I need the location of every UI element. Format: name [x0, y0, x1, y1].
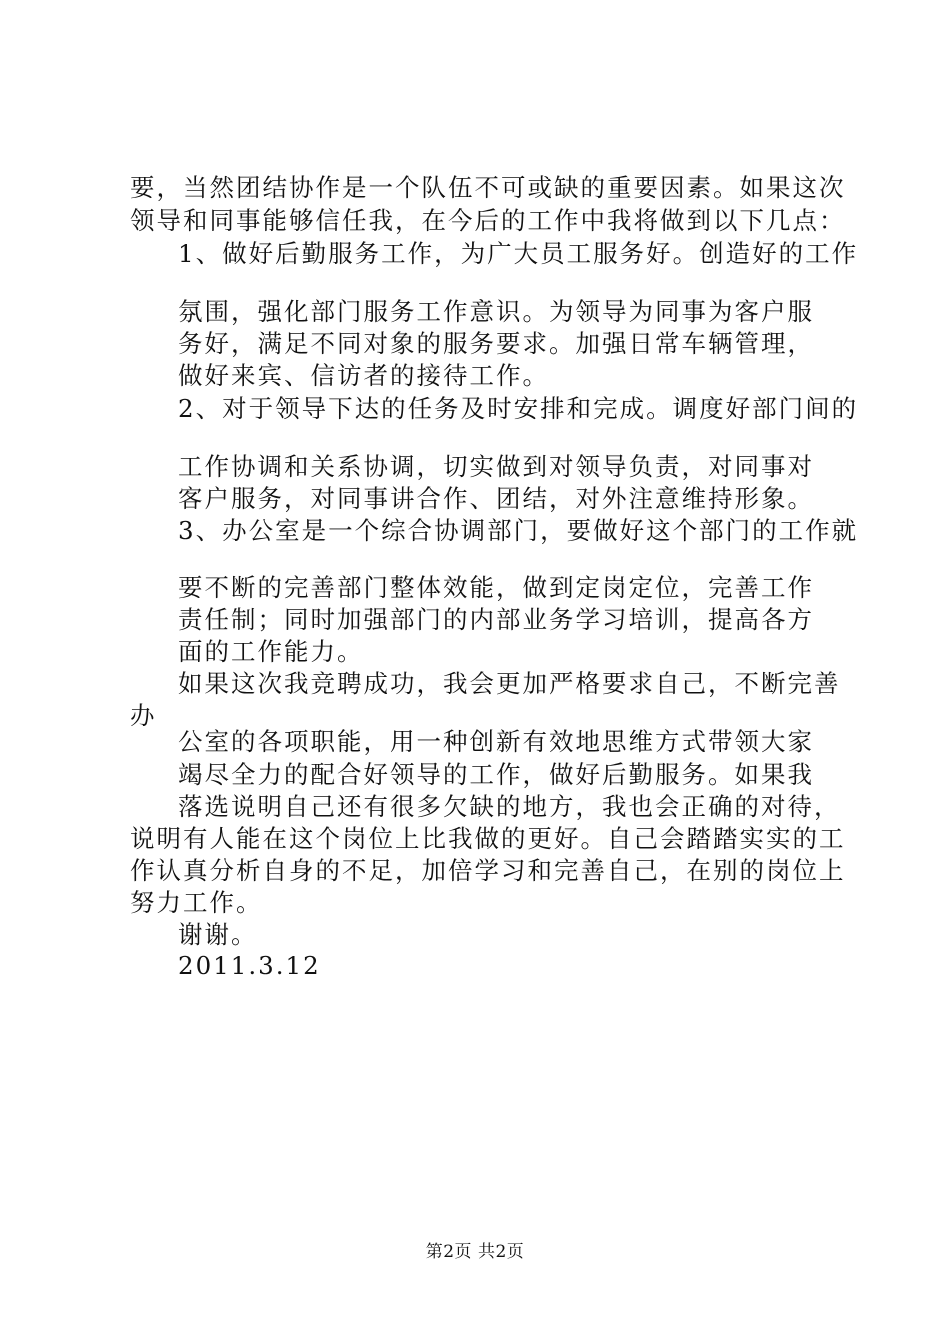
text-line: 公室的各项职能，用一种创新有效地思维方式带领大家	[178, 727, 814, 756]
text-line: 3、办公室是一个综合协调部门，要做好这个部门的工作就	[178, 516, 859, 545]
text-line: 办	[130, 701, 157, 730]
text-line: 努力工作。	[130, 888, 263, 917]
text-line: 要，当然团结协作是一个队伍不可或缺的重要因素。如果这次	[130, 173, 846, 202]
text-line: 面的工作能力。	[178, 637, 364, 666]
text-line: 如果这次我竞聘成功，我会更加严格要求自己，不断完善	[178, 669, 841, 698]
text-line: 做好来宾、信访者的接待工作。	[178, 361, 549, 390]
text-line: 责任制；同时加强部门的内部业务学习培训，提高各方	[178, 605, 814, 634]
text-line: 说明有人能在这个岗位上比我做的更好。自己会踏踏实实的工	[130, 824, 846, 853]
text-line: 务好，满足不同对象的服务要求。加强日常车辆管理，	[178, 329, 814, 358]
text-line: 氛围，强化部门服务工作意识。为领导为同事为客户服	[178, 297, 814, 326]
closing-thanks: 谢谢。	[178, 920, 258, 949]
text-line: 客户服务，对同事讲合作、团结，对外注意维持形象。	[178, 484, 814, 513]
document-date: 2011.3.12	[178, 951, 321, 980]
text-line: 落选说明自己还有很多欠缺的地方，我也会正确的对待，	[178, 792, 841, 821]
page-number-footer: 第2页 共2页	[425, 1242, 525, 1262]
text-line: 领导和同事能够信任我，在今后的工作中我将做到以下几点：	[130, 206, 846, 235]
text-line: 竭尽全力的配合好领导的工作，做好后勤服务。如果我	[178, 760, 814, 789]
text-line: 2、对于领导下达的任务及时安排和完成。调度好部门间的	[178, 394, 859, 423]
text-line: 作认真分析自身的不足，加倍学习和完善自己，在别的岗位上	[130, 856, 846, 885]
text-line: 工作协调和关系协调，切实做到对领导负责，对同事对	[178, 452, 814, 481]
text-line: 1、做好后勤服务工作，为广大员工服务好。创造好的工作	[178, 239, 859, 268]
text-line: 要不断的完善部门整体效能，做到定岗定位，完善工作	[178, 573, 814, 602]
